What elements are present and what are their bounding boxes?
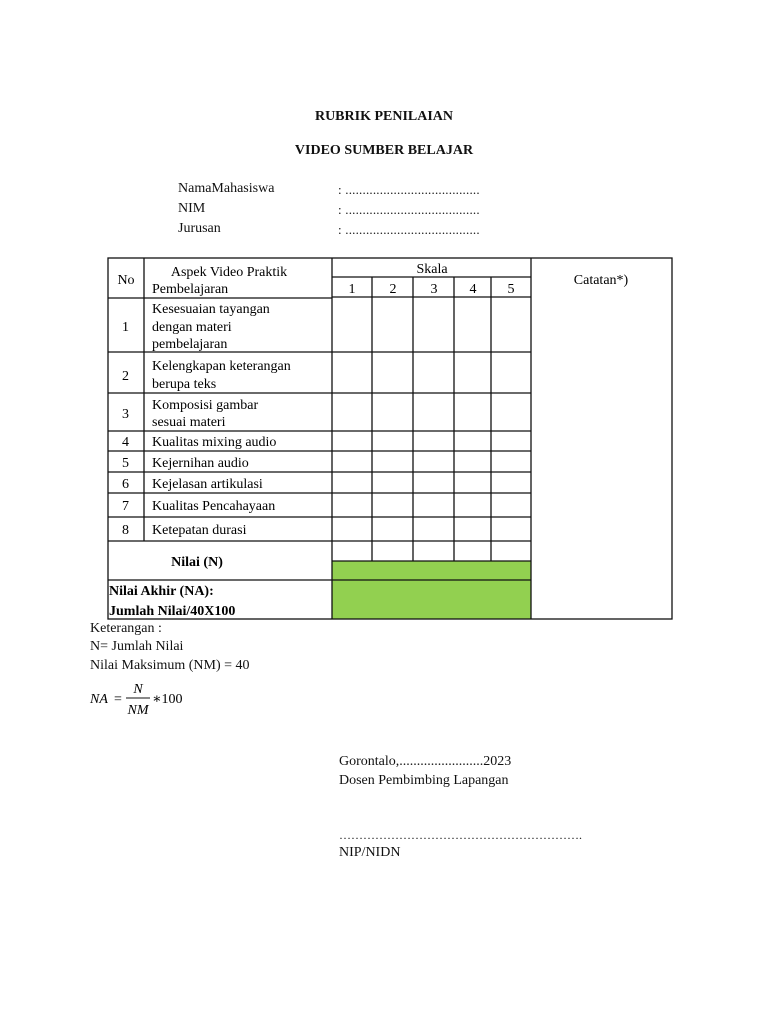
signature-line: ……………………………………………………. <box>339 828 582 842</box>
row-1-aspect-line1: Kesesuaian tayangan <box>152 302 270 317</box>
row-4-aspect: Kualitas mixing audio <box>152 435 277 450</box>
row-3-no: 3 <box>122 407 129 422</box>
formula-na <box>88 678 208 720</box>
row-8-no: 8 <box>122 523 129 538</box>
signature-role: Dosen Pembimbing Lapangan <box>339 773 509 788</box>
row-2-no: 2 <box>122 369 129 384</box>
row-1-aspect-line2: dengan materi <box>152 320 232 335</box>
field-nim-value: : ....................................... <box>338 202 480 217</box>
field-major-value: : ....................................... <box>338 222 480 237</box>
signature-id-label: NIP/NIDN <box>339 845 401 860</box>
row-3-aspect-line1: Komposisi gambar <box>152 398 259 413</box>
row-7-no: 7 <box>122 499 129 514</box>
scale-2: 2 <box>389 282 397 297</box>
field-name-value: : ....................................... <box>338 182 480 197</box>
row-1-aspect-line3: pembelajaran <box>152 337 228 352</box>
row-6-aspect: Kejelasan artikulasi <box>152 477 263 492</box>
notes-line1: N= Jumlah Nilai <box>90 639 184 654</box>
notes-heading: Keterangan : <box>90 621 162 636</box>
score-fill <box>332 561 531 580</box>
scale-1: 1 <box>348 282 356 297</box>
formula-numerator: N <box>133 682 143 697</box>
signature-place-date: Gorontalo,........................2023 <box>339 754 512 769</box>
final-score-fill <box>332 580 531 619</box>
formula-denominator: NM <box>127 703 149 718</box>
scale-5: 5 <box>507 282 515 297</box>
row-4-no: 4 <box>122 435 129 450</box>
row-2-aspect-line1: Kelengkapan keterangan <box>152 359 291 374</box>
field-nim-label: NIM <box>178 201 206 216</box>
final-label-line1: Nilai Akhir (NA): <box>109 584 214 599</box>
formula-lhs: NA <box>90 692 108 707</box>
header-aspect-line1: Aspek Video Praktik <box>170 265 288 280</box>
scale-3: 3 <box>430 282 438 297</box>
document-title: RUBRIK PENILAIAN <box>314 109 454 124</box>
field-name-label: NamaMahasiswa <box>178 181 275 196</box>
final-label-line2: Jumlah Nilai/40X100 <box>109 604 236 619</box>
header-notes: Catatan*) <box>573 273 629 288</box>
header-aspect-line2: Pembelajaran <box>152 282 229 297</box>
row-1-no: 1 <box>122 320 129 335</box>
header-scale: Skala <box>416 262 448 277</box>
scale-4: 4 <box>469 282 477 297</box>
row-7-aspect: Kualitas Pencahayaan <box>152 499 276 514</box>
formula-rhs: ∗100 <box>152 692 183 707</box>
row-2-aspect-line2: berupa teks <box>152 377 217 392</box>
formula-eq: = <box>114 692 122 707</box>
row-8-aspect: Ketepatan durasi <box>152 523 247 538</box>
header-no: No <box>117 273 135 288</box>
row-3-aspect-line2: sesuai materi <box>152 415 226 430</box>
document-subtitle: VIDEO SUMBER BELAJAR <box>294 143 474 158</box>
row-6-no: 6 <box>122 477 129 492</box>
notes-line2: Nilai Maksimum (NM) = 40 <box>90 658 250 673</box>
row-5-aspect: Kejernihan audio <box>152 456 249 471</box>
score-label: Nilai (N) <box>171 555 223 570</box>
field-major-label: Jurusan <box>178 221 221 236</box>
row-5-no: 5 <box>122 456 129 471</box>
